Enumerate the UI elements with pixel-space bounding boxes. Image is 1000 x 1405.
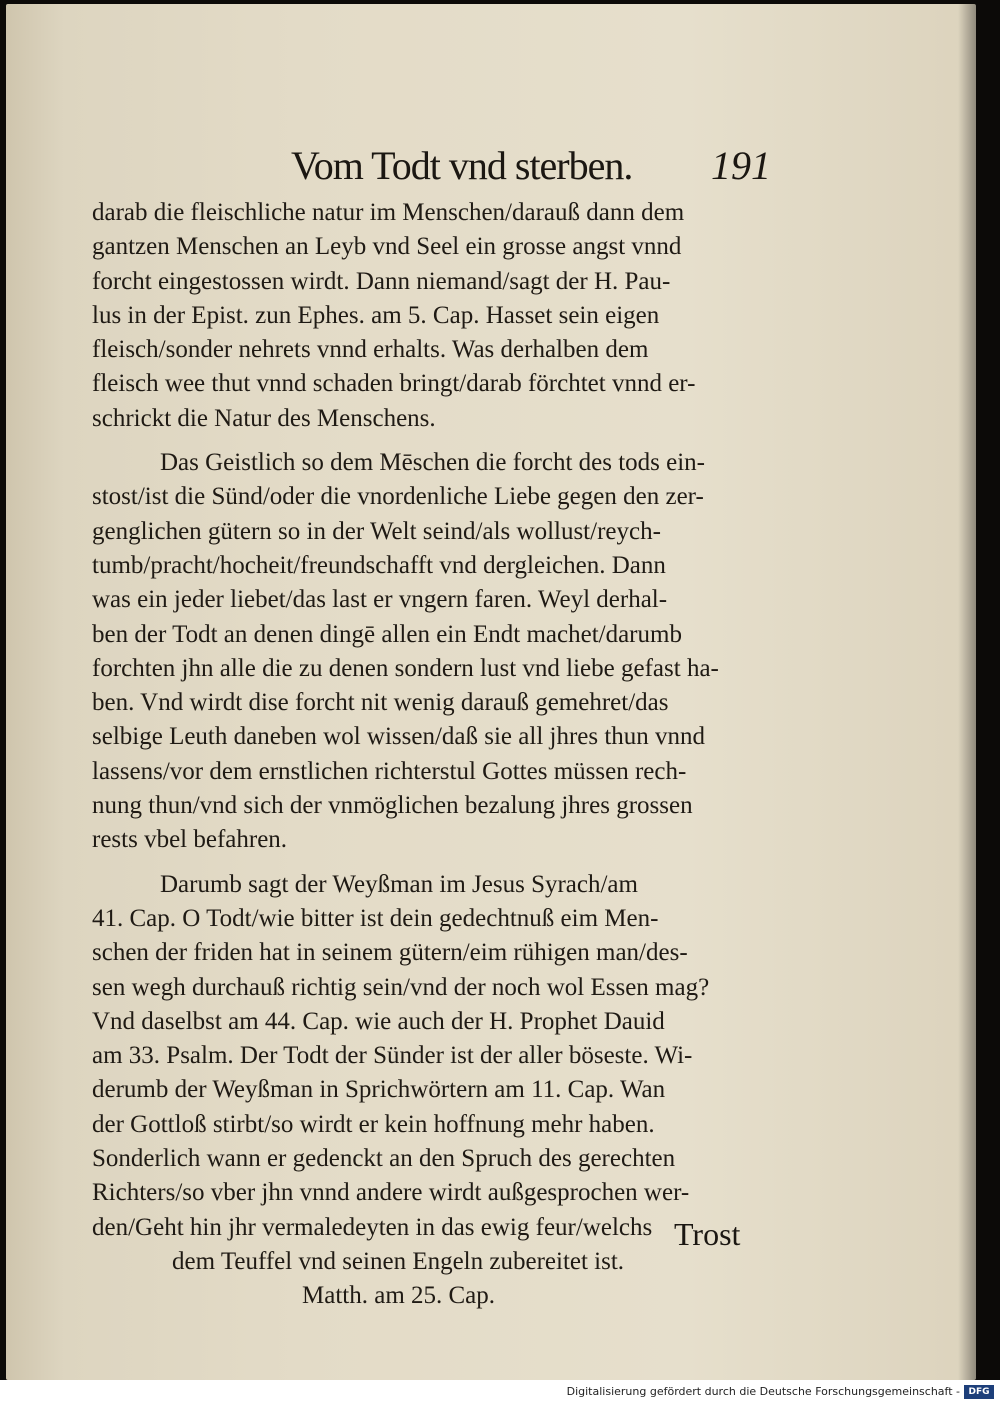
text-line: Das Geistlich so dem Mēschen die forcht des tods ein- <box>160 449 706 477</box>
text-line: der Gottloß stirbt/so wirdt er kein hoffnung mehr haben. <box>92 1110 655 1138</box>
text-line: schrickt die Natur des Menschens. <box>92 404 436 432</box>
text-line: ben der Todt an denen dingē allen ein Endt machet/darumb <box>92 620 682 648</box>
text-line: forcht eingestossen wirdt. Dann niemand/sagt der H. Pau- <box>92 267 671 295</box>
text-line: fleisch wee thut vnnd schaden bringt/darab förchtet vnnd er- <box>92 370 696 398</box>
text-line: Richters/so vber jhn vnnd andere wirdt außgesprochen wer- <box>92 1179 690 1207</box>
text-line: den/Geht hin jhr vermaledeyten in das ewig feur/welchs <box>92 1213 653 1241</box>
running-title: Vom Todt vnd sterben. <box>291 143 633 188</box>
text-line: Matth. am 25. Cap. <box>302 1282 496 1310</box>
text-line: gantzen Menschen an Leyb vnd Seel ein grosse angst vnnd <box>92 233 682 261</box>
body-text <box>92 196 772 1314</box>
text-line: lus in der Epist. zun Ephes. am 5. Cap. Hasset sein eigen <box>92 301 660 329</box>
text-line: darab die fleischliche natur im Menschen/darauß dann dem <box>92 199 685 226</box>
footer-bar <box>0 1380 1000 1405</box>
paragraph <box>92 196 772 436</box>
text-line: ben. Vnd wirdt dise forcht nit wenig darauß gemehret/das <box>92 689 669 717</box>
paragraph <box>92 446 772 858</box>
text-line: stost/ist die Sünd/oder die vnordenliche Liebe gegen den zer- <box>92 483 704 511</box>
text-line: Sonderlich wann er gedenckt an den Spruch des gerechten <box>92 1145 676 1173</box>
text-line: sen wegh durchauß richtig sein/vnd der noch wol Essen mag? <box>92 973 710 1001</box>
page-header <box>291 142 781 192</box>
text-line: dem Teuffel vnd seinen Engeln zubereitet ist. <box>172 1247 625 1275</box>
text-line: was ein jeder liebet/das last er vngern faren. Weyl derhal- <box>92 586 668 614</box>
text-line: fleisch/sonder nehrets vnnd erhalts. Was derhalben dem <box>92 336 649 364</box>
text-line: schen der friden hat in seinem gütern/eim rühigen man/des- <box>92 939 688 967</box>
paragraph <box>92 868 772 1314</box>
text-line: lassens/vor dem ernstlichen richterstul Gottes müssen rech- <box>92 757 687 785</box>
text-line: nung thun/vnd sich der vnmöglichen bezalung jhres grossen <box>92 792 693 820</box>
funding-credit: Digitalisierung gefördert durch die Deutsche Forschungsgemeinschaft - <box>566 1385 960 1398</box>
text-line: tumb/pracht/hocheit/freundschafft vnd dergleichen. Dann <box>92 551 666 579</box>
book-page <box>6 4 976 1380</box>
text-line: 41. Cap. O Todt/wie bitter ist dein gedechtnuß eim Men- <box>92 904 659 932</box>
catchword: Trost <box>674 1216 741 1252</box>
text-line: selbige Leuth daneben wol wissen/daß sie all jhres thun vnnd <box>92 723 706 751</box>
text-line: genglichen gütern so in der Welt seind/als wollust/reych- <box>92 517 661 545</box>
text-line: forchten jhn alle die zu denen sondern lust vnd liebe gefast ha- <box>92 654 719 682</box>
text-line: Vnd daselbst am 44. Cap. wie auch der H. Prophet Dauid <box>92 1007 665 1035</box>
text-line: am 33. Psalm. Der Todt der Sünder ist der aller böseste. Wi- <box>92 1042 693 1070</box>
page-number: 191 <box>711 143 771 188</box>
text-line: derumb der Weyßman in Sprichwörtern am 11. Cap. Wan <box>92 1076 666 1104</box>
text-line: rests vbel befahren. <box>92 826 288 854</box>
dfg-logo-icon: DFG <box>964 1385 994 1399</box>
text-line: Darumb sagt der Weyßman im Jesus Syrach/am <box>160 870 638 898</box>
